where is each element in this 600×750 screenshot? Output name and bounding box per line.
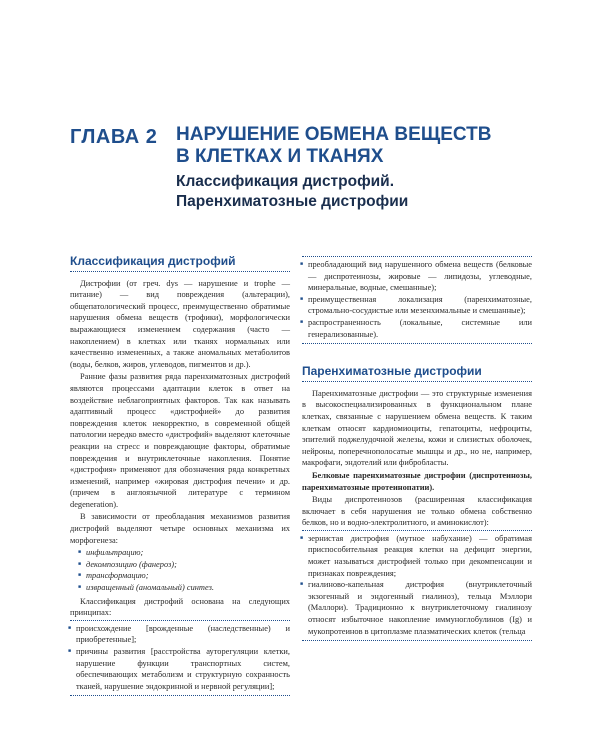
list-item: ■ гиалиново-капельная дистрофия (внутриклеточный экзогенный и эндогенный гиалиноз), тельца Мэллори (Маллори). Традиционно к внутриклеточному гиалинозу относят избыточное накопление иммуноглобулинов (Ig) и мукопротеинов в цитоплазме плазматических клеток (тельца	[302, 579, 532, 637]
right-column	[302, 256, 532, 651]
paragraph: В зависимости от преобладания механизмов развития дистрофий выделяют четыре основных механизма их морфогенеза:	[70, 512, 290, 545]
list-item: ■ преимущественная локализация (паренхиматозные, стромально-сосудистые или мезенхимальные и смешанные);	[302, 294, 532, 317]
list-item: ■ трансформацию;	[80, 570, 290, 582]
list-item: ■ декомпозицию (фанероз);	[80, 559, 290, 571]
paragraph: Классификация дистрофий основана на следующих принципах:	[70, 596, 290, 618]
paragraph: Белковые паренхиматозные дистрофии (диспротеинозы, паренхиматозные протеинопатии).	[302, 470, 532, 492]
list-item: ■ распространенность (локальные, системные или генерализованные).	[302, 317, 532, 340]
kinds-list	[302, 530, 532, 641]
principles-list	[70, 620, 290, 697]
paragraph: Виды диспротеинозов (расширенная классификация включает в себя нарушения не только обмена собственно белков, но и водно-электролитного, и аминокислот):	[302, 495, 532, 528]
paragraph: Дистрофии (от греч. dys — нарушение и trophe — питание) — вид повреждения (альтерации), общепатологический процесс, преимущественно обратимые нарушения обмена веществ (трофики), морфологически выражающиеся изменением содержания (часто — накоплением) в клетках или тканях нормальных или качественно измененных, а также аномальных метаболитов (воды, белков, жиров, углеводов, пигментов и др.).	[70, 278, 290, 369]
section-heading-classification: Классификация дистрофий	[70, 256, 290, 272]
list-item: ■ инфильтрацию;	[80, 547, 290, 559]
mechanism-list	[70, 547, 290, 593]
classification-list-continued	[302, 256, 532, 344]
chapter-label: ГЛАВА 2	[70, 126, 158, 148]
list-item: ■ происхождение [врожденные (наследственные) и приобретенные];	[70, 623, 290, 646]
paragraph: Ранние фазы развития ряда паренхиматозных дистрофий являются процессами адаптации клеток в ответ на воздействие неблагоприятных факторов. Так как называть адаптивный процесс «дистрофией» до развития повреждения клеток некорректно, в современной общей патологии нередко вместо «дистрофий» выделяют клеточные реакции на стресс и повреждающие факторы, обратимые повреждения и внутриклеточные накопления. Понятие «дистрофия» применяют для обозначения ряда конкретных изменений, например «жировая дистрофия печени» и др. (причем в англоязычной литературе с термином degeneration).	[70, 372, 290, 509]
list-item: ■ преобладающий вид нарушенного обмена веществ (белковые — диспротеинозы, жировые — липидозы, углеводные, минеральные, водные, смешанные);	[302, 259, 532, 294]
list-item: ■ извращенный (аномальный) синтез.	[80, 582, 290, 594]
list-item: ■ причины развития [расстройства ауторегуляции клетки, нарушение функции транспортных систем, обеспечивающих метаболизм и структурную сохранность тканей, нарушение эндокринной и нервной регуляции];	[70, 646, 290, 692]
section-heading-parenchymal: Паренхиматозные дистрофии	[302, 366, 532, 382]
paragraph: Паренхиматозные дистрофии — это структурные изменения в высокоспециализированных в функциональном плане клетках, связанные с нарушением обмена веществ. К таким клеткам относят кардиомиоциты, гепатоциты, нефроциты, эпителий поджелудочной железы, кожи и слизистых оболочек, нейроны, поперечнополосатые мышцы и др., но не, например, макрофаги, эндотелий или фибробласты.	[302, 388, 532, 468]
list-item: ■ зернистая дистрофия (мутное набухание) — обратимая приспособительная реакция клетки на дефицит энергии, может называться дистрофией только при декомпенсации и признаках повреждения;	[302, 533, 532, 579]
chapter-subtitle: Классификация дистрофий. Паренхиматозные дистрофии	[176, 173, 409, 210]
left-column	[70, 256, 290, 706]
chapter-title: НАРУШЕНИЕ ОБМЕНА ВЕЩЕСТВ В КЛЕТКАХ И ТКАНЯХ	[176, 124, 492, 167]
